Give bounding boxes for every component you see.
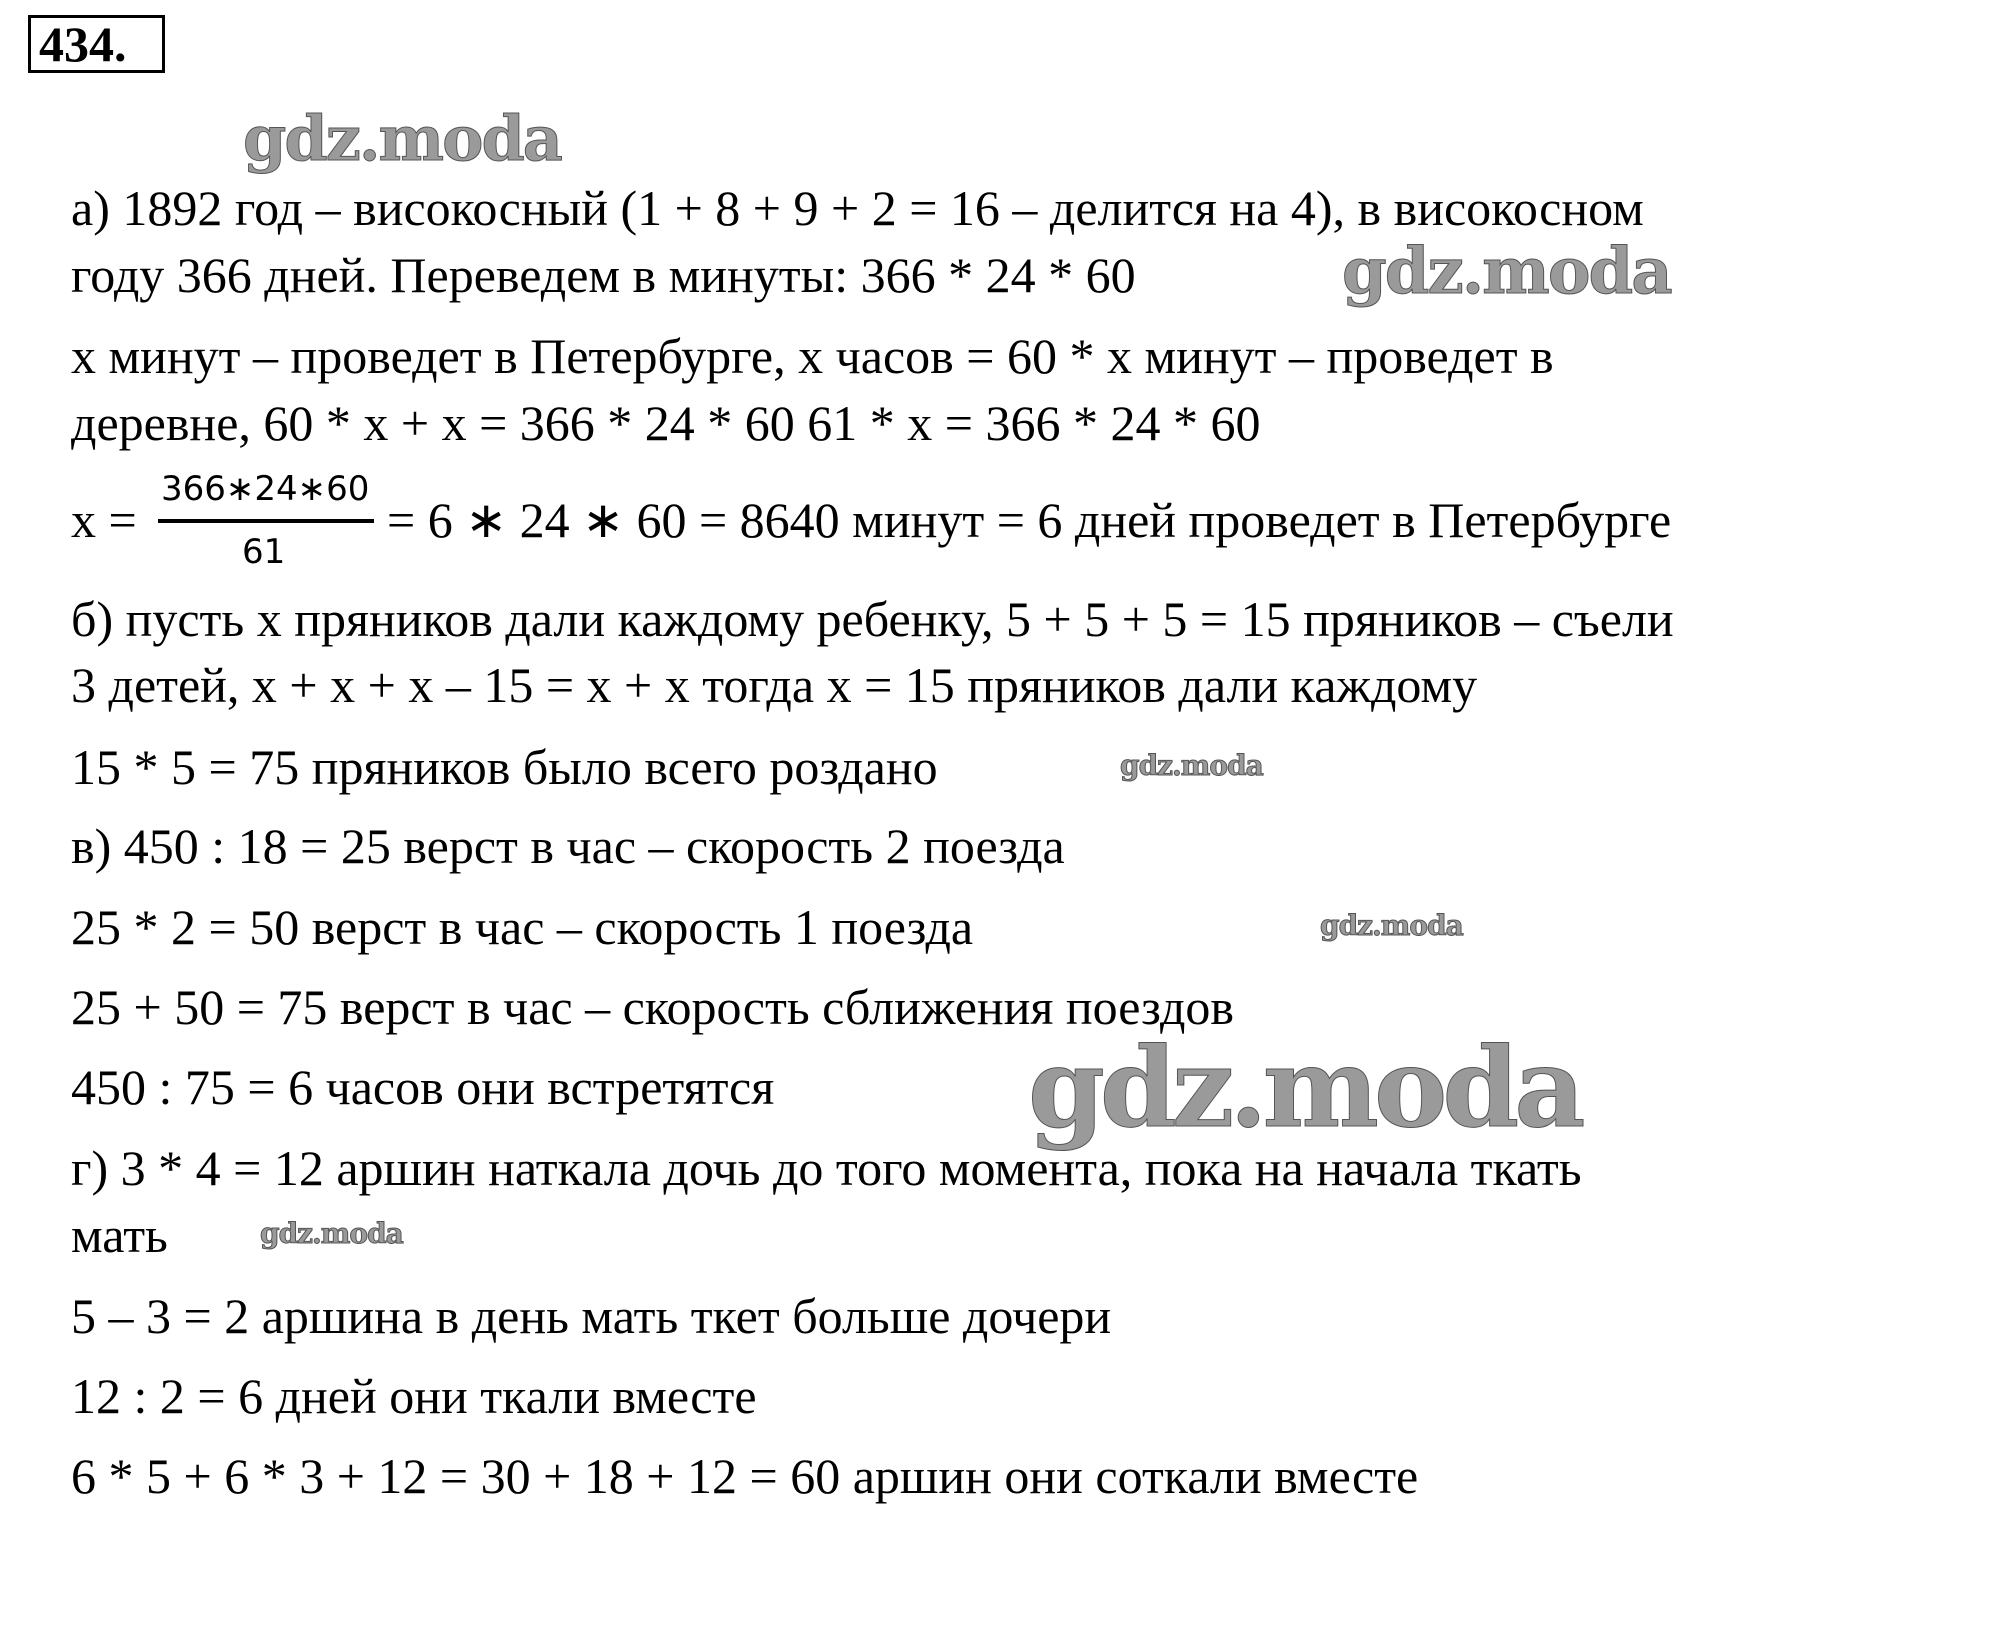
text-line: в) 450 : 18 = 25 верст в час – скорость 2 поезда xyxy=(71,818,1065,874)
text-line: 12 : 2 = 6 дней они ткали вместе xyxy=(71,1368,757,1424)
text-line: году 366 дней. Переведем в минуты: 366 * 24 * 60 xyxy=(71,247,1136,303)
text-line: 25 * 2 = 50 верст в час – скорость 1 поезда xyxy=(71,899,974,955)
text-line: 25 + 50 = 75 верст в час – скорость сближения поездов xyxy=(71,979,1234,1035)
text-line: деревне, 60 * х + х = 366 * 24 * 60 61 * х = 366 * 24 * 60 xyxy=(71,395,1261,451)
watermark: gdz.moda xyxy=(1028,1023,1581,1152)
watermark: gdz.moda xyxy=(260,1217,403,1250)
problem-number: 434. xyxy=(28,15,165,73)
watermark: gdz.moda xyxy=(1342,234,1671,309)
text-line: 3 детей, х + х + х – 15 = х + х тогда х = 15 пряников дали каждому xyxy=(71,657,1478,713)
text-line: 15 * 5 = 75 пряников было всего роздано xyxy=(71,739,938,795)
watermark: gdz.moda xyxy=(243,102,561,175)
text-line: 450 : 75 = 6 часов они встретятся xyxy=(71,1059,775,1115)
text-line: мать xyxy=(71,1207,168,1263)
watermark: gdz.moda xyxy=(1120,749,1263,782)
watermark: gdz.moda xyxy=(1320,909,1463,942)
fraction-numerator: 366∗24∗60 xyxy=(161,469,370,509)
fraction-result: = 6 ∗ 24 ∗ 60 = 8640 минут = 6 дней проведет в Петербурге xyxy=(387,492,1672,548)
text-line: 6 * 5 + 6 * 3 + 12 = 30 + 18 + 12 = 60 аршин они соткали вместе xyxy=(71,1448,1419,1504)
text-line: г) 3 * 4 = 12 аршин наткала дочь до того момента, пока на начала ткать xyxy=(71,1140,1582,1196)
text-line: а) 1892 год – високосный (1 + 8 + 9 + 2 = 16 – делится на 4), в високосном xyxy=(71,180,1644,236)
fraction-lhs: х = xyxy=(71,492,137,548)
text-line: 5 – 3 = 2 аршина в день мать ткет больше дочери xyxy=(71,1288,1112,1344)
fraction-denominator: 61 xyxy=(242,532,286,572)
fraction-bar xyxy=(158,519,374,523)
text-line: б) пусть х пряников дали каждому ребенку, 5 + 5 + 5 = 15 пряников – съели xyxy=(71,591,1674,647)
text-line: х минут – проведет в Петербурге, х часов = 60 * х минут – проведет в xyxy=(71,328,1554,384)
